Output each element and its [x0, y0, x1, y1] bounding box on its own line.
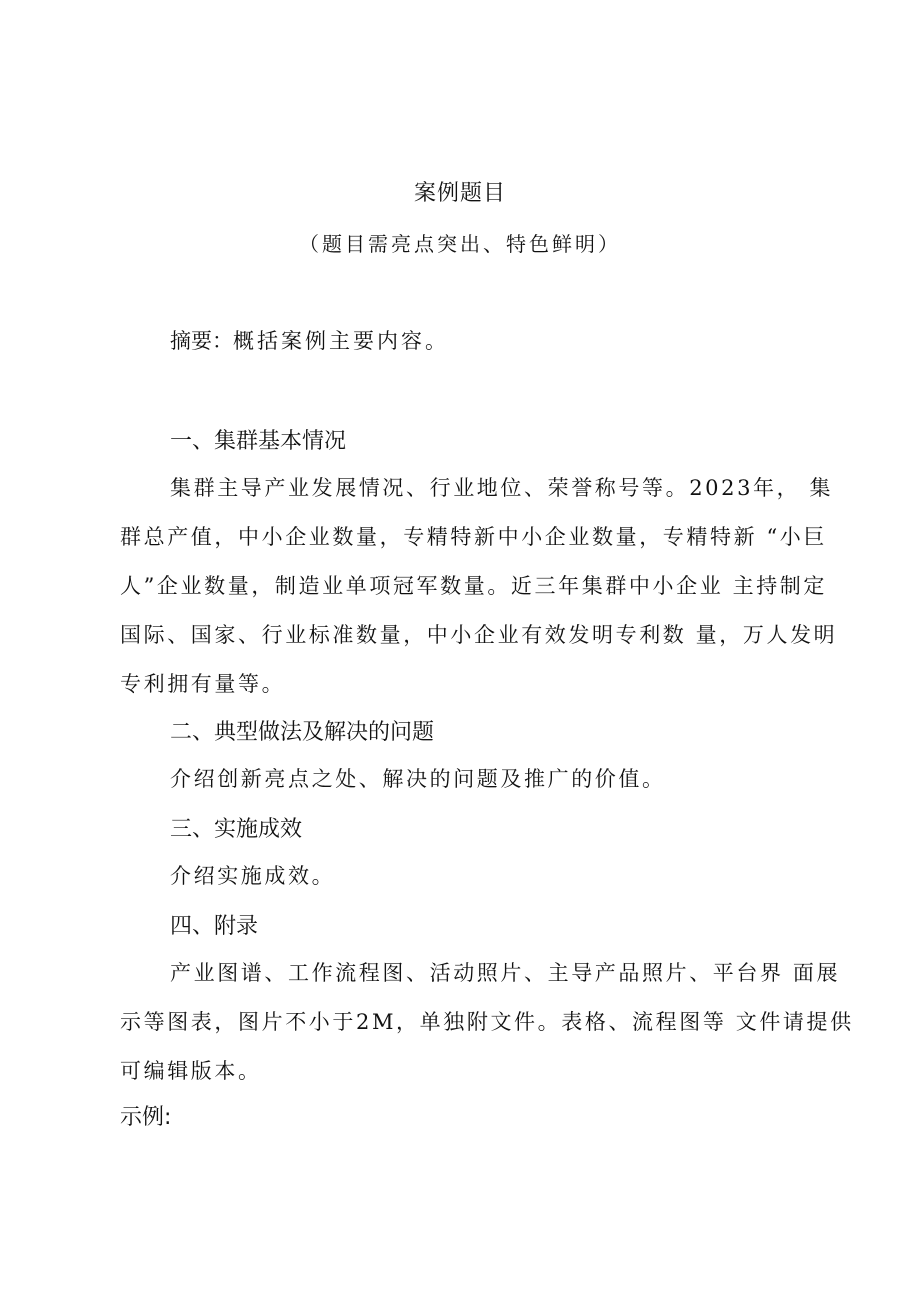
abstract — [170, 325, 449, 355]
section-heading-4: 四、附录 — [170, 914, 259, 939]
abstract-label: 摘要： — [170, 329, 233, 353]
section-heading-1: 一、集群基本情况 — [170, 429, 347, 454]
section-4-line-1: 产业图谱、工作流程图、活动照片、主导产品照片、平台界 面展 — [170, 961, 841, 985]
section-heading-3: 三、实施成效 — [170, 817, 303, 842]
section-1-line-5: 专利拥有量等。 — [120, 672, 286, 696]
section-1-line-3: 人”企业数量，制造业单项冠军数量。近三年集群中小企业 主持制定 — [120, 574, 828, 598]
section-1-line-1: 集群主导产业发展情况、行业地位、荣誉称号等。2023年， 集 — [170, 476, 834, 500]
example-label: 示例: — [120, 1105, 172, 1130]
case-subtitle: （题目需亮点突出、特色鲜明） — [299, 232, 621, 256]
section-4-line-3: 可编辑版本。 — [120, 1059, 262, 1083]
case-title: 案例题目 — [413, 181, 506, 206]
section-1-line-4: 国际、国家、行业标准数量，中小企业有效发明专利数 量，万人发明 — [120, 623, 838, 647]
abstract-text: 概括案例主要内容。 — [233, 329, 449, 353]
section-heading-2: 二、典型做法及解决的问题 — [170, 720, 435, 745]
section-2-line-1: 介绍创新亮点之处、解决的问题及推广的价值。 — [170, 767, 666, 791]
section-1-line-2: 群总产值，中小企业数量，专精特新中小企业数量，专精特新 “小巨 — [120, 525, 828, 549]
section-4-line-2: 示等图表，图片不小于2M，单独附文件。表格、流程图等 文件请提供 — [120, 1010, 854, 1034]
section-3-line-1: 介绍实施成效。 — [170, 864, 336, 888]
